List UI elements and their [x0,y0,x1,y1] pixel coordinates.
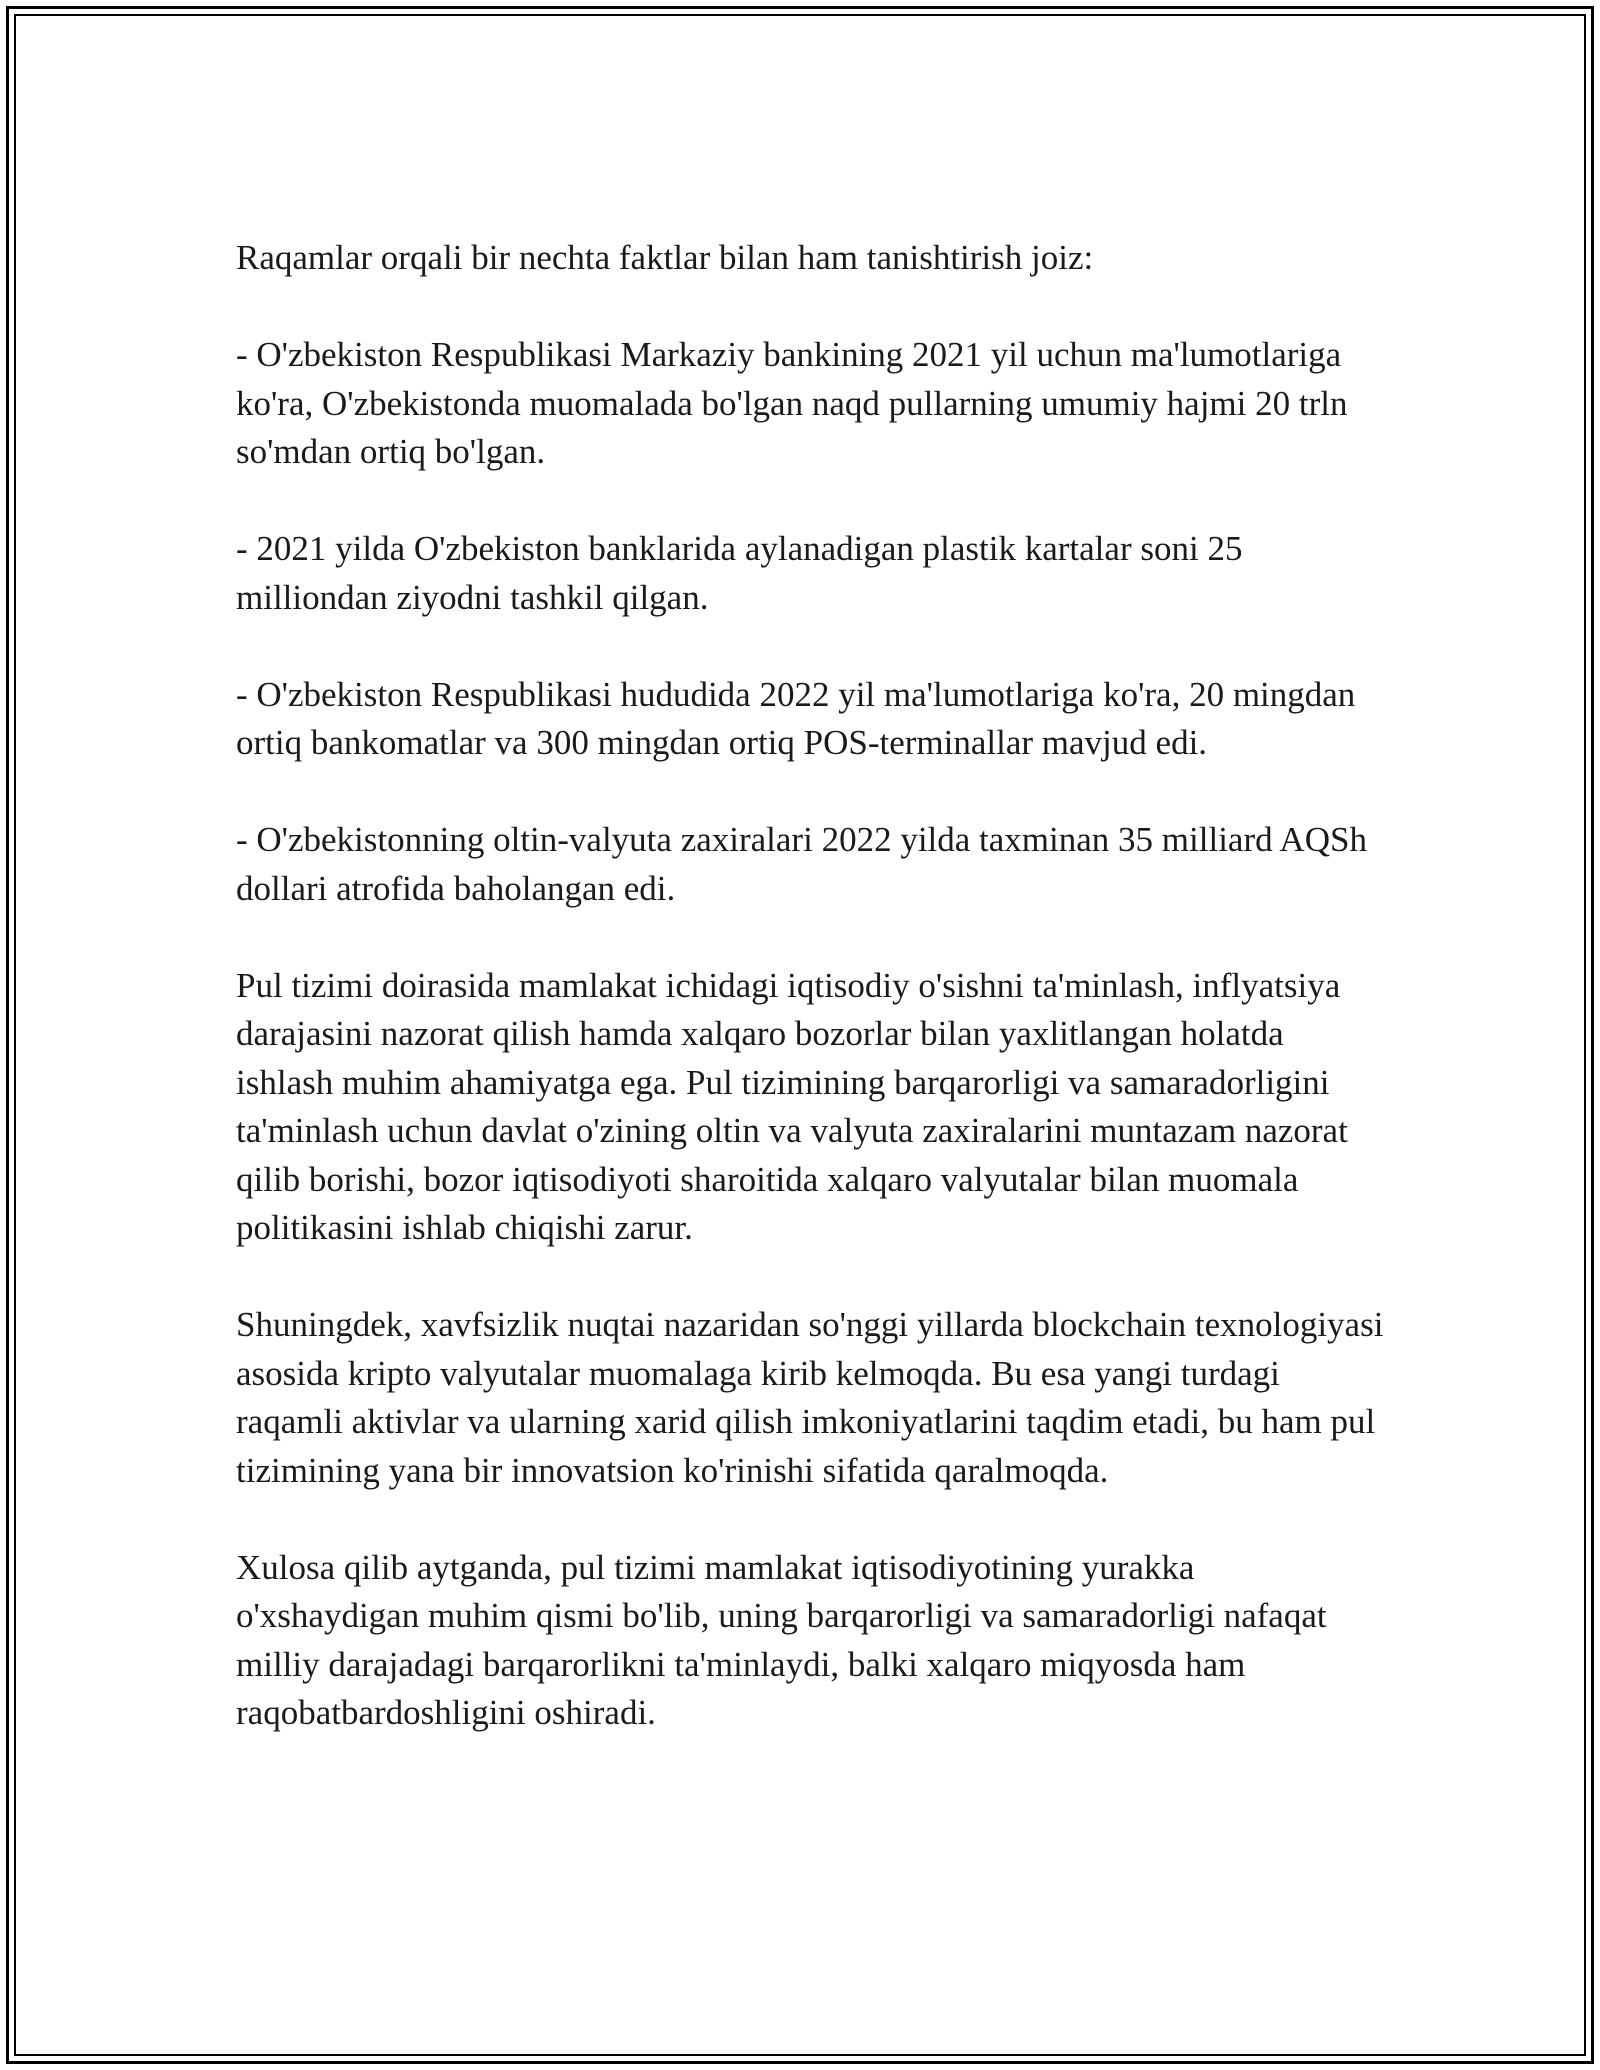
fact-item-atms-pos: - O'zbekiston Respublikasi hududida 2022 yil ma'lumotlariga ko'ra, 20 mingdan ortiq bankomatlar va 300 mingdan ortiq POS-terminallar mavjud edi. [236,674,1356,762]
fact-item-reserves: - O'zbekistonning oltin-valyuta zaxiralari 2022 yilda taxminan 35 milliard AQSh dollari atrofida baholangan edi. [236,820,1367,908]
fact-item-cash-volume: - O'zbekiston Respublikasi Markaziy bankining 2021 yil uchun ma'lumotlariga ko'ra, O'zbekistonda muomalada bo'lgan naqd pullarning umumiy hajmi 20 trln so'mdan ortiq bo'lgan. [236,335,1348,471]
document-body [236,234,1386,1738]
intro-paragraph: Raqamlar orqali bir nechta faktlar bilan ham tanishtirish joiz: [236,238,1094,277]
fact-item-plastic-cards: - 2021 yilda O'zbekiston banklarida aylanadigan plastik kartalar soni 25 milliondan ziyodni tashkil qilgan. [236,529,1243,617]
body-paragraph-crypto: Shuningdek, xavfsizlik nuqtai nazaridan so'nggi yillarda blockchain texnologiyasi asosida kripto valyutalar muomalaga kirib kelmoqda. Bu esa yangi turdagi raqamli aktivlar va ularning xarid qilish imkoniyatlarini taqdim etadi, bu ham pul tizimining yana bir innovatsion ko'rinishi sifatida qaralmoqda. [236,1305,1384,1490]
conclusion-paragraph: Xulosa qilib aytganda, pul tizimi mamlakat iqtisodiyotining yurakka o'xshaydigan muhim qismi bo'lib, uning barqarorligi va samaradorligi nafaqat milliy darajadagi barqarorlikni ta'minlaydi, balki xalqaro miqyosda ham raqobatbardoshligini oshiradi. [236,1547,1327,1732]
body-paragraph-monetary-system: Pul tizimi doirasida mamlakat ichidagi iqtisodiy o'sishni ta'minlash, inflyatsiya darajasini nazorat qilish hamda xalqaro bozorlar bilan yaxlitlangan holatda ishlash muhim ahamiyatga ega. Pul tizimining barqarorligi va samaradorligini ta'minlash uchun davlat o'zining oltin va valyuta zaxiralarini muntazam nazorat qilib borishi, bozor iqtisodiyoti sharoitida xalqaro valyutalar bilan muomala politikasini ishlab chiqishi zarur. [236,965,1348,1247]
